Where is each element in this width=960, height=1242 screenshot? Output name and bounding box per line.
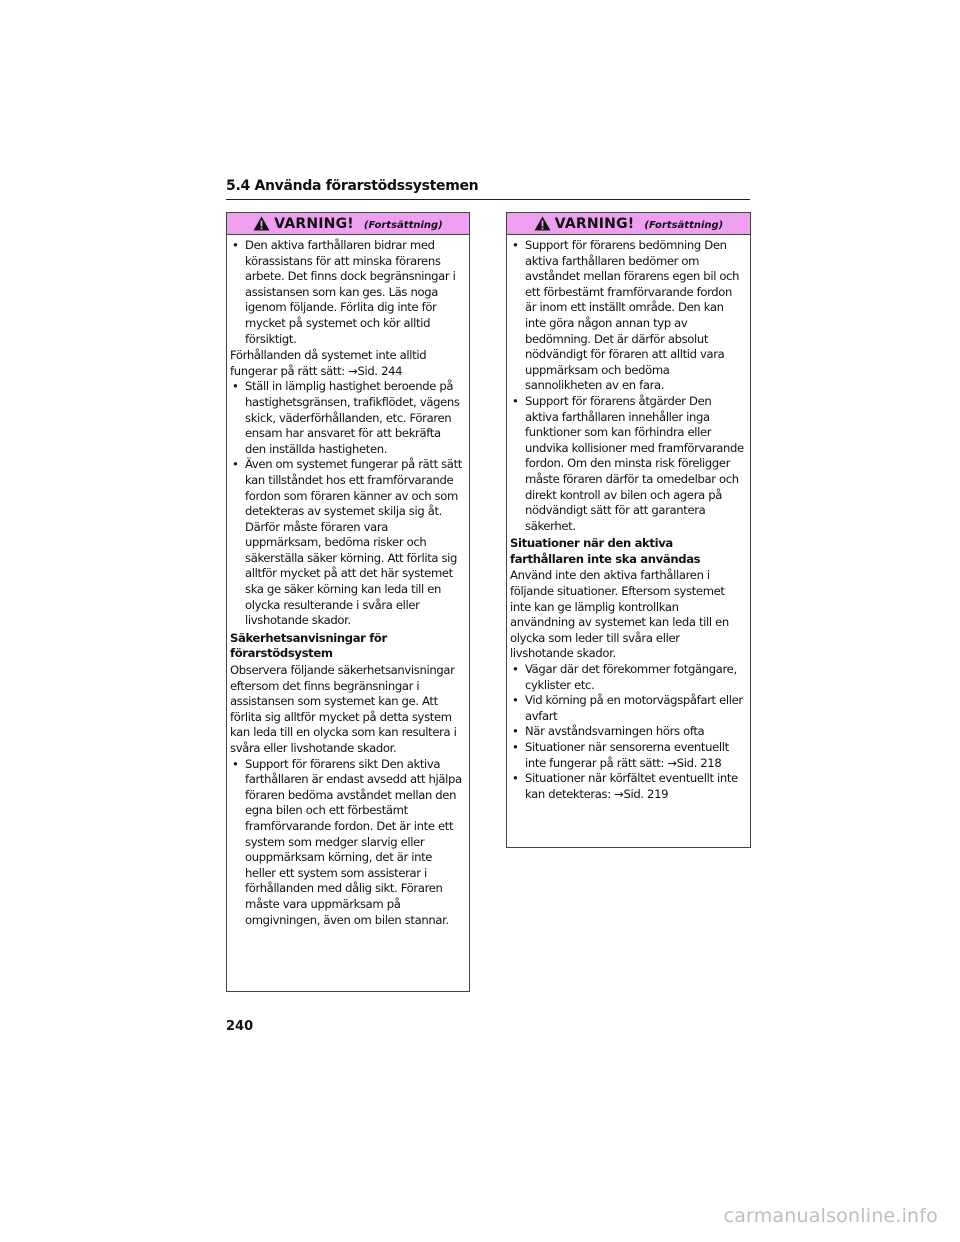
warning-body [227, 235, 469, 928]
warning-body [507, 235, 750, 802]
section-header: 5.4 Använda förarstödssystemen [226, 178, 750, 200]
paragraph-text: Observera följande säkerhetsanvisningar eftersom det finns begränsningar i assistansen som systemet kan ge. Att förlita sig alltför mycket på detta system kan leda till en olycka som kan resultera i svåra eller livshotande skador. [230, 663, 457, 755]
list-item-text: Support för förarens sikt Den aktiva farthållaren är endast avsedd att hjälpa föraren bedöma avståndet mellan den egna bilen och ett förbestämt framförvarande fordon. Det är inte ett system som medger slarvig eller ouppmärksam körning, det är inte heller ett system som assisterar i förhållanden med dålig sikt. Föraren måste vara uppmärksam på omgivningen, även om bilen stannar. [245, 756, 462, 927]
list-item [510, 662, 744, 693]
bullet-dot: • [512, 662, 519, 677]
list-item [510, 238, 744, 394]
list-item [510, 693, 744, 724]
bullet-dot: • [512, 238, 519, 252]
warning-header [507, 213, 750, 235]
paragraph-text: Använd inte den aktiva farthållaren i följande situationer. Eftersom systemet inte kan ge lämplig kontrollkan användning av systemet kan leda till en olycka som leder till svåra eller livshotande skador. [510, 568, 729, 661]
subheading: Situationer när den aktiva farthållaren inte ska användas [510, 536, 701, 566]
list-item [230, 379, 463, 457]
bullet-dot: • [512, 740, 519, 754]
page-number: 240 [226, 1019, 254, 1034]
warning-box-left [226, 212, 470, 992]
list-item-text: Vid körning på en motorvägspåfart eller avfart [525, 693, 743, 723]
list-item-text: Support för förarens bedömning Den aktiva farthållaren bedömer om avståndet mellan förarens egen bil och ett förbestämt framförvarande fordon är inom ett inställt område. Den kan inte göra någon annan typ av bedömning. Det är därför absolut nödvändigt för föraren att alltid vara uppmärksam och bedöma sannolikheten av en fara. [525, 238, 740, 393]
list-item-text: Support för förarens åtgärder Den aktiva farthållaren innehåller inga funktioner som kan förhindra eller undvika kollisioner med framförvarande fordon. Om den minsta risk föreligger måste föraren därför ta omedelbar och direkt kontroll av bilen och agera på nödvändigt sätt för att garantera säkerhet. [525, 393, 744, 533]
warning-title: VARNING! [554, 215, 635, 232]
warning-triangle-icon [534, 216, 551, 231]
list-item-text: Vägar där det förekommer fotgängare, cyklister etc. [525, 662, 737, 692]
bullet-dot: • [232, 379, 239, 394]
list-item [230, 457, 463, 629]
list-item [510, 724, 744, 740]
bullet-dot: • [232, 756, 239, 771]
list-item [230, 238, 463, 347]
bullet-dot: • [512, 693, 519, 708]
list-item [230, 757, 463, 929]
list-item-text: Situationer när sensorerna eventuellt inte fungerar på rätt sätt: →Sid. 218 [525, 740, 729, 770]
subheading: Säkerhetsanvisningar för förarstödsystem [230, 630, 387, 661]
warning-continued: (Fortsättning) [644, 219, 724, 231]
list-item-text: När avståndsvarningen hörs ofta [525, 724, 705, 739]
watermark: carmanualsonline.info [723, 1205, 938, 1227]
warning-triangle-icon [253, 216, 270, 231]
warning-header [227, 213, 469, 235]
list-item [510, 771, 744, 802]
list-item-text: Situationer när körfältet eventuellt inte kan detekteras: →Sid. 219 [525, 771, 738, 801]
warning-box-right [506, 212, 751, 848]
bullet-dot: • [512, 393, 519, 408]
paragraph [510, 568, 744, 662]
bullet-dot: • [232, 238, 239, 252]
bullet-dot: • [232, 457, 239, 472]
list-item [510, 394, 744, 534]
bullet-dot: • [512, 724, 519, 739]
warning-continued: (Fortsättning) [363, 219, 443, 231]
paragraph [230, 348, 463, 379]
list-item-text: Den aktiva farthållaren bidrar med körassistans för att minska förarens arbete. Det finns dock begränsningar i assistansen som kan ges. Läs noga igenom följande. Förlita dig inte för mycket på systemet och kör alltid försiktigt. [245, 238, 456, 346]
paragraph [230, 663, 463, 757]
bullet-dot: • [512, 771, 519, 786]
warning-title: VARNING! [274, 215, 354, 232]
list-item [510, 740, 744, 771]
list-item-text: Ställ in lämplig hastighet beroende på hastighetsgränsen, trafikflödet, vägens skick, väderförhållanden, etc. Föraren ensam har ansvaret för att bekräfta den inställda hastigheten. [245, 379, 460, 456]
paragraph-text: Förhållanden då systemet inte alltid fungerar på rätt sätt: →Sid. 244 [230, 348, 427, 378]
list-item-text: Även om systemet fungerar på rätt sätt kan tillståndet hos ett framförvarande fordon som föraren känner av och som detekteras av systemet skilja sig åt. Därför måste föraren vara uppmärksam, bedöma risker och säkerställa säker körning. Att förlita sig alltför mycket på att det här systemet ska ge säker körning kan leda till en olycka resulterande i svåra eller livshotande skador. [245, 457, 462, 628]
